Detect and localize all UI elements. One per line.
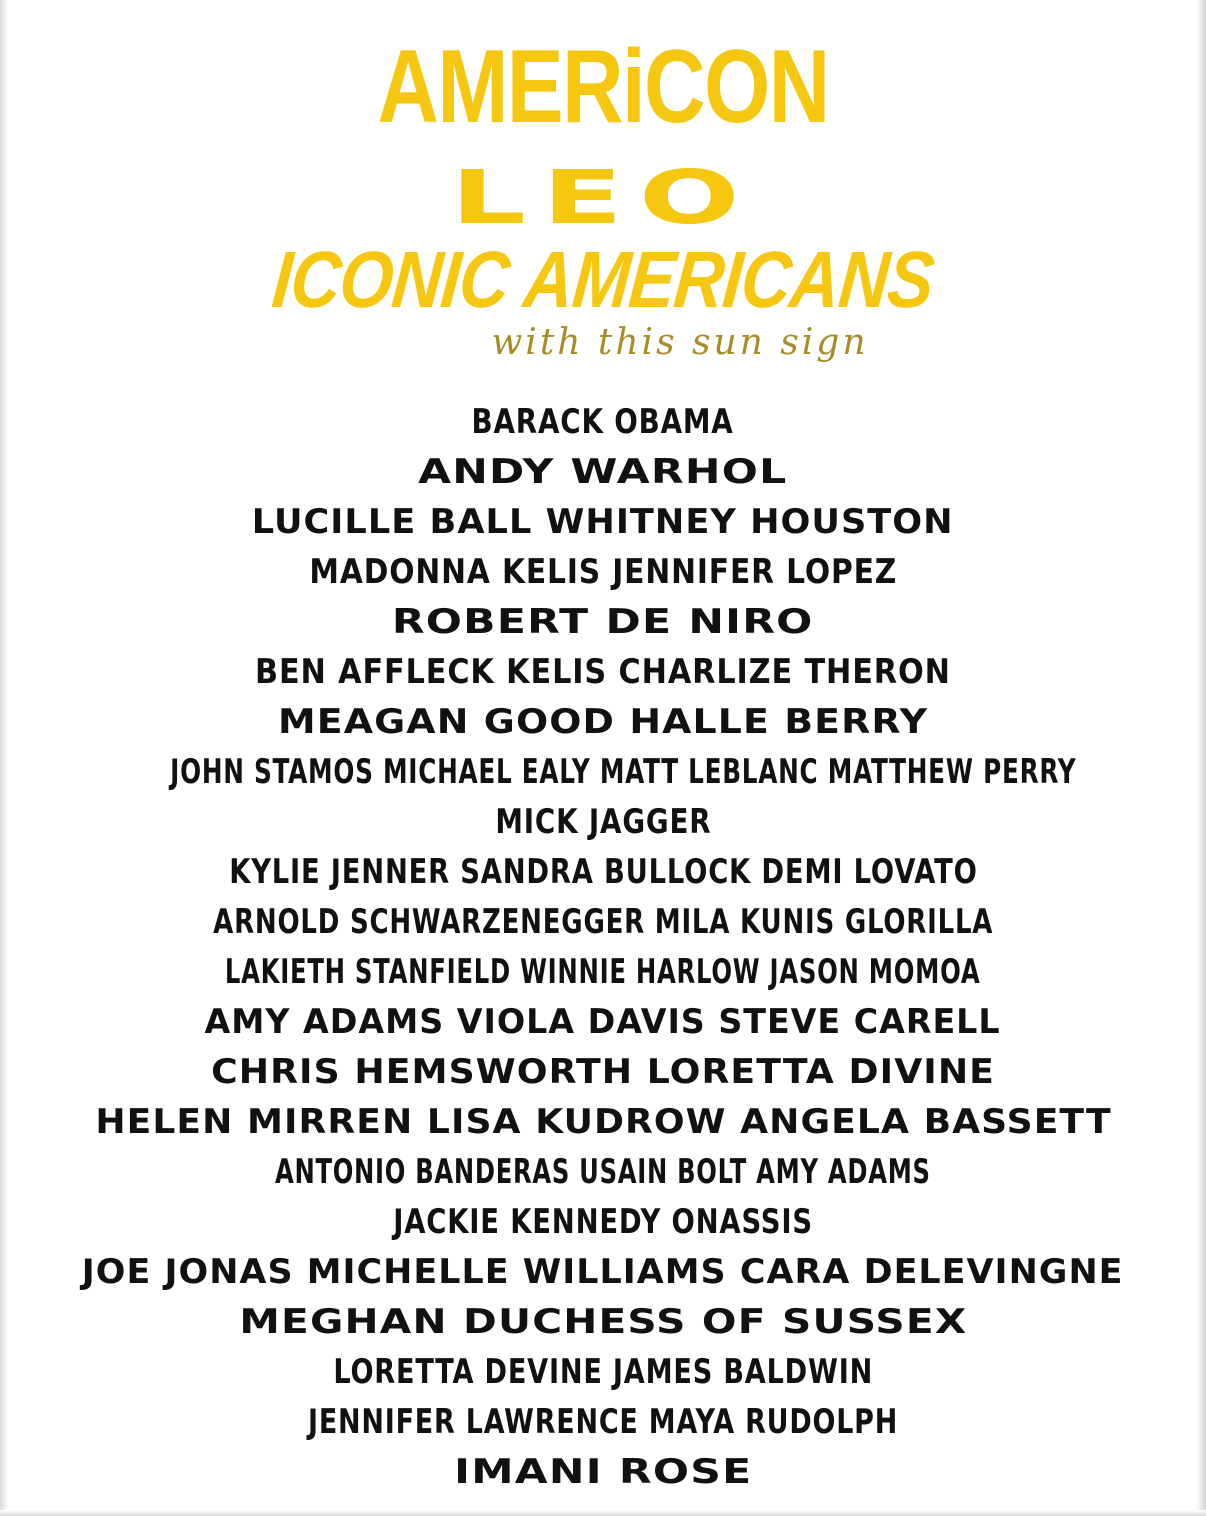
- name-row-text: IMANI ROSE: [453, 1452, 753, 1492]
- name-row-text: JACKIE KENNEDY ONASSIS: [393, 1202, 813, 1242]
- name-row-text: ARNOLD SCHWARZENEGGER MILA KUNIS GLORILLA: [212, 902, 994, 942]
- headline: ICONIC AMERICANS: [268, 235, 938, 324]
- name-row: [0, 897, 1206, 947]
- name-row-text: JOE JONAS MICHELLE WILLIAMS CARA DELEVINGNE: [82, 1252, 1124, 1292]
- name-row: [0, 1347, 1206, 1397]
- zodiac-sign-title: LEO: [450, 155, 756, 241]
- name-row-text: JOHN STAMOS MICHAEL EALY MATT LEBLANC MATTHEW PERRY: [170, 752, 1077, 792]
- name-row-text: MEGHAN DUCHESS OF SUSSEX: [238, 1302, 968, 1342]
- brand-title: AMERiCON: [377, 29, 829, 145]
- name-row: [0, 947, 1206, 997]
- name-row: [0, 847, 1206, 897]
- name-row: [0, 447, 1206, 497]
- name-row: [0, 997, 1206, 1047]
- name-row: [0, 597, 1206, 647]
- name-row-text: JENNIFER LAWRENCE MAYA RUDOLPH: [307, 1402, 899, 1442]
- name-row: [0, 1397, 1206, 1447]
- name-row: [0, 647, 1206, 697]
- name-row: [0, 1197, 1206, 1247]
- name-row: [0, 547, 1206, 597]
- name-row-text: ANDY WARHOL: [418, 452, 788, 492]
- name-row: [0, 1147, 1206, 1197]
- name-row: [0, 697, 1206, 747]
- name-row-text: LORETTA DEVINE JAMES BALDWIN: [333, 1352, 873, 1392]
- name-row: [0, 1047, 1206, 1097]
- name-row-text: AMY ADAMS VIOLA DAVIS STEVE CARELL: [204, 1002, 1002, 1042]
- name-row: [0, 747, 1206, 797]
- name-row-text: ANTONIO BANDERAS USAIN BOLT AMY ADAMS: [275, 1152, 931, 1192]
- page-shadow-bottom: [0, 1510, 1206, 1516]
- name-row-text: HELEN MIRREN LISA KUDROW ANGELA BASSETT: [94, 1102, 1112, 1142]
- name-row: [0, 797, 1206, 847]
- name-row-text: KYLIE JENNER SANDRA BULLOCK DEMI LOVATO: [228, 852, 978, 892]
- name-row-text: LUCILLE BALL WHITNEY HOUSTON: [252, 502, 954, 542]
- name-row-text: MADONNA KELIS JENNIFER LOPEZ: [309, 552, 897, 592]
- name-row: [0, 1247, 1206, 1297]
- tagline: with this sun sign: [491, 322, 869, 363]
- names-list: [0, 397, 1206, 1497]
- name-row: [0, 1297, 1206, 1347]
- name-row-text: BARACK OBAMA: [471, 402, 735, 442]
- name-row-text: CHRIS HEMSWORTH LORETTA DIVINE: [211, 1052, 995, 1092]
- name-row-text: BEN AFFLECK KELIS CHARLIZE THERON: [255, 652, 951, 692]
- name-row: [0, 397, 1206, 447]
- name-row-text: MEAGAN GOOD HALLE BERRY: [277, 702, 929, 742]
- name-row-text: MICK JAGGER: [494, 802, 712, 842]
- name-row: [0, 497, 1206, 547]
- name-row-text: LAKIETH STANFIELD WINNIE HARLOW JASON MOMOA: [225, 952, 981, 992]
- name-row: [0, 1097, 1206, 1147]
- name-row-text: ROBERT DE NIRO: [392, 602, 814, 642]
- name-row: [0, 1447, 1206, 1497]
